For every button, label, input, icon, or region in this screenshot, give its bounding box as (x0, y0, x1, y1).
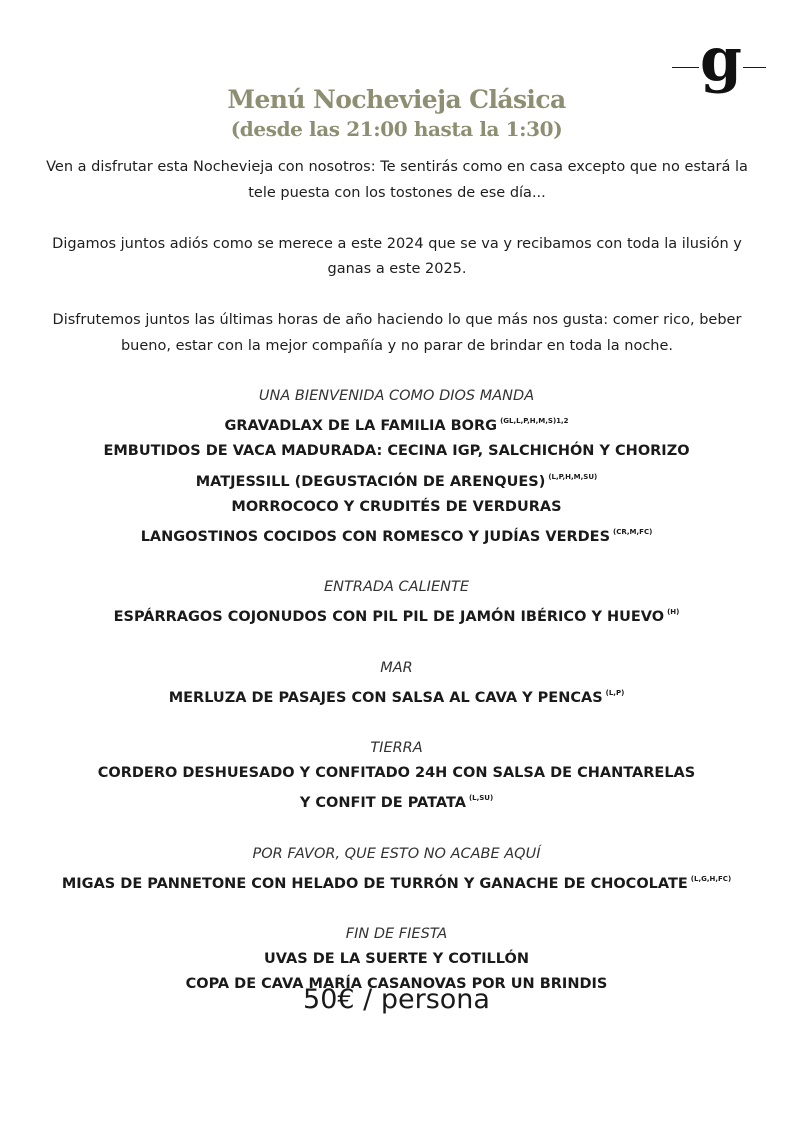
section-title: ENTRADA CALIENTE (324, 579, 469, 596)
dish-item (0, 761, 793, 786)
dish-item (0, 520, 793, 550)
dish-item (0, 947, 793, 972)
dish-item (0, 439, 793, 464)
section-title: POR FAVOR, QUE ESTO NO ACABE AQUÍ (252, 845, 541, 862)
menu-subtitle: (desde las 21:00 hasta la 1:30) (230, 117, 563, 141)
intro-paragraph: Ven a disfrutar esta Nochevieja con nosotros: Te sentirás como en casa excepto que no estará la tele puesta con los tostones de ese día... (46, 159, 748, 201)
allergen-codes: (CR,M,FC) (613, 528, 653, 537)
menu-section (0, 736, 793, 817)
dish-name: CORDERO DESHUESADO Y CONFITADO 24H CON SALSA DE CHANTARELAS (97, 765, 696, 782)
section-title: MAR (380, 659, 413, 676)
dish-name: COPA DE CAVA MARÍA CASANOVAS POR UN BRINDIS (185, 976, 608, 993)
dish-name: MATJESSILL (DEGUSTACIÓN DE ARENQUES) (195, 473, 546, 490)
section-title: UNA BIENVENIDA COMO DIOS MANDA (258, 388, 535, 404)
menu-section (0, 384, 793, 550)
allergen-codes: (H) (667, 608, 680, 617)
allergen-codes: (L,P,H,M,SU) (548, 472, 598, 481)
section-title: FIN DE FIESTA (345, 926, 448, 943)
allergen-codes: (GL,L,P,H,M,S)1,2 (500, 417, 569, 426)
logo-g-glyph: g (700, 25, 742, 95)
dish-name: MIGAS DE PANNETONE CON HELADO DE TURRÓN Y GANACHE DE CHOCOLATE (61, 875, 688, 892)
dish-name: EMBUTIDOS DE VACA MADURADA: CECINA IGP, SALCHICHÓN Y CHORIZO (103, 443, 690, 460)
dish-name: GRAVADLAX DE LA FAMILIA BORG (224, 418, 498, 435)
intro-text (46, 155, 748, 385)
intro-paragraph: Disfrutemos juntos las últimas horas de año haciendo lo que más nos gusta: comer rico, beber bueno, estar con la mejor compañía y no parar de brindar en toda la noche. (52, 312, 742, 354)
allergen-codes: (L,G,H,FC) (690, 874, 732, 883)
intro-paragraph: Digamos juntos adiós como se merece a este 2024 que se va y recibamos con toda la ilusión y ganas a este 2025. (52, 235, 742, 277)
dish-item (0, 495, 793, 520)
dish-name: MORROCOCO Y CRUDITÉS DE VERDURAS (231, 498, 562, 515)
dish-item (0, 681, 793, 711)
menu-header (0, 84, 793, 142)
allergen-codes: (L,P) (605, 688, 625, 697)
dish-item (0, 786, 793, 816)
dish-item (0, 600, 793, 630)
menu-section (0, 656, 793, 711)
dish-item (0, 409, 793, 439)
dish-item (0, 465, 793, 495)
menu-title: Menú Nochevieja Clásica (227, 85, 566, 114)
menu-section (0, 842, 793, 897)
dish-item (0, 867, 793, 897)
price: 50€ / persona (303, 984, 490, 1015)
menu-section (0, 575, 793, 630)
menu-courses (0, 384, 793, 1023)
dish-name: LANGOSTINOS COCIDOS CON ROMESCO Y JUDÍAS VERDES (140, 529, 611, 546)
allergen-codes: (L,SU) (468, 794, 494, 803)
dish-name: ESPÁRRAGOS COJONUDOS CON PIL PIL DE JAMÓN IBÉRICO Y HUEVO (113, 609, 665, 626)
dish-name: MERLUZA DE PASAJES CON SALSA AL CAVA Y PENCAS (168, 689, 603, 706)
dish-name: UVAS DE LA SUERTE Y COTILLÓN (264, 951, 529, 968)
dish-name: Y CONFIT DE PATATA (299, 795, 466, 812)
section-title: TIERRA (370, 740, 423, 757)
